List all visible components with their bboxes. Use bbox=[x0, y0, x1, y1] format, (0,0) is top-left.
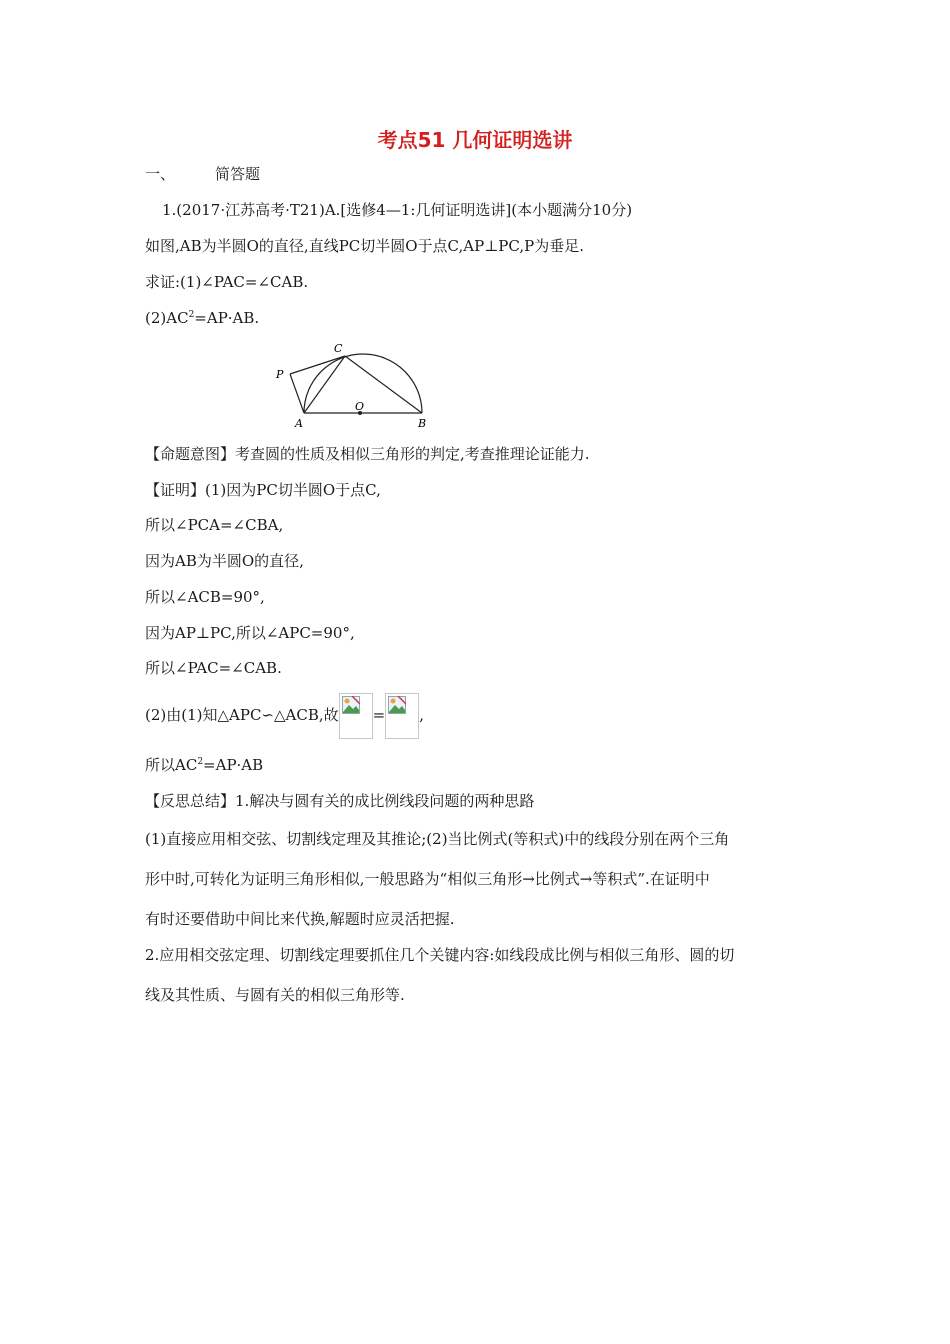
proof-line-4: 所以∠ACB=90°, bbox=[145, 588, 265, 606]
intent-tag: 【命题意图】 bbox=[145, 445, 236, 463]
reflection-line-3: 有时还要借助中间比来代换,解题时应灵活把握. bbox=[145, 910, 455, 928]
tangent-pc bbox=[290, 356, 345, 374]
proof-part-2: (2)由(1)知△APC∽△ACB,故 = , bbox=[145, 690, 424, 740]
proof-line-1: 【证明】(1)因为PC切半圆O于点C, bbox=[145, 481, 381, 499]
prove-part-1: 求证:(1)∠PAC=∠CAB. bbox=[145, 273, 309, 291]
prove-part-2: $(2)AC^2=AP\cdot AB$. bbox=[145, 309, 260, 327]
broken-image-icon bbox=[388, 696, 406, 714]
proof-conclusion: 所以$AC^2=AP\cdot AB$ bbox=[145, 756, 264, 774]
section-number: 一、 bbox=[145, 165, 176, 183]
proof-line-5: 因为AP⊥PC,所以∠APC=90°, bbox=[145, 624, 355, 642]
intent-line bbox=[145, 444, 590, 464]
section-heading bbox=[145, 164, 260, 184]
section-label: 简答题 bbox=[215, 165, 261, 183]
reflection-line-1: (1)直接应用相交弦、切割线定理及其推论;(2)当比例式(等积式)中的线段分别在两个三角 bbox=[145, 830, 730, 848]
proof-tag: 【证明】 bbox=[145, 481, 206, 499]
intent-text: 考查圆的性质及相似三角形的判定,考查推理论证能力. bbox=[235, 445, 590, 463]
question-stem: 如图,AB为半圆O的直径,直线PC切半圆O于点C,AP⊥PC,P为垂足. bbox=[145, 237, 584, 255]
segment-ac bbox=[304, 356, 345, 413]
semicircle-diagram bbox=[268, 338, 438, 430]
page-title: 考点51 几何证明选讲 bbox=[377, 128, 573, 152]
reflection-line-4: 2.应用相交弦定理、切割线定理要抓住几个关键内容:如线段成比例与相似三角形、圆的切 bbox=[145, 946, 735, 964]
segment-ap bbox=[290, 374, 304, 413]
fraction-image-right bbox=[385, 693, 419, 739]
proof-line-3: 因为AB为半圆O的直径, bbox=[145, 552, 304, 570]
label-a: A bbox=[295, 417, 303, 430]
reflection-tag: 【反思总结】 bbox=[145, 792, 236, 810]
reflection-line-2: 形中时,可转化为证明三角形相似,一般思路为“相似三角形→比例式→等积式”.在证明中 bbox=[145, 870, 710, 888]
broken-image-icon bbox=[342, 696, 360, 714]
label-b: B bbox=[418, 417, 427, 430]
reflection-line-5: 线及其性质、与圆有关的相似三角形等. bbox=[145, 986, 405, 1004]
reflection-heading: 【反思总结】1.解决与圆有关的成比例线段问题的两种思路 bbox=[145, 792, 535, 810]
fraction-image-left bbox=[339, 693, 373, 739]
label-p: P bbox=[276, 368, 284, 381]
label-c: C bbox=[334, 342, 343, 355]
label-o: O bbox=[355, 400, 365, 413]
proof-line-2: 所以∠PCA=∠CBA, bbox=[145, 516, 284, 534]
question-header: 1.(2017·江苏高考·T21)A.[选修4—1:几何证明选讲](本小题满分10分) bbox=[162, 201, 633, 219]
geometry-figure bbox=[268, 338, 438, 434]
proof-line-6: 所以∠PAC=∠CAB. bbox=[145, 659, 282, 677]
